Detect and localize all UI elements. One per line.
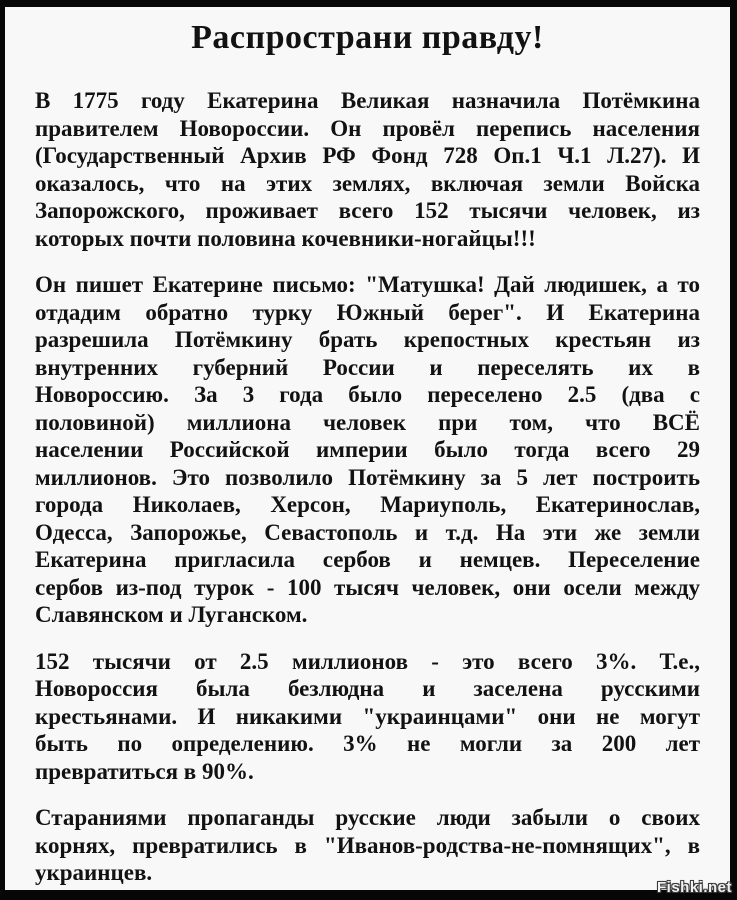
paragraph-line: миллионов. Это позволило Потёмкину за 5 лет построить: [35, 464, 700, 490]
paragraph-line: корнях, превратились в "Иванов-родства-не-помнящих", в: [35, 832, 700, 858]
paragraph-line: Новороссия была безлюдна и заселена русскими: [35, 676, 700, 701]
paragraph-line: крестьянами. И никакими "украинцами" они не могут: [35, 703, 700, 729]
paragraph-line: половиной) миллиона человек при том, что ВСЁ: [35, 409, 700, 435]
paragraph: [35, 648, 700, 786]
document-body: [5, 7, 730, 890]
paragraph-line: которых почти половина кочевники-ногайцы!!!: [35, 225, 536, 251]
paragraph-line: внутренних губерний России и переселять их в: [35, 354, 700, 380]
paragraph-line: населении Российской империи было тогда всего 29: [35, 437, 700, 462]
paragraph-line: Запорожского, проживает всего 152 тысячи человек, из: [35, 198, 700, 223]
paragraph-line: сербов из-под турок - 100 тысяч человек, они осели между: [35, 574, 700, 600]
paragraph-line: превратиться в 90%.: [35, 758, 254, 784]
paragraph: [35, 271, 700, 629]
paragraph-line: украинцев.: [35, 860, 153, 885]
paragraph-line: 152 тысячи от 2.5 миллионов - это всего 3%. Т.е.,: [35, 648, 700, 674]
paragraph-line: В 1775 году Екатерина Великая назначила Потёмкина: [35, 88, 700, 113]
paragraph-line: города Николаев, Херсон, Мариуполь, Екатеринослав,: [35, 492, 700, 517]
paragraph-line: Славянском и Луганском.: [35, 602, 308, 627]
paragraph-line: Он пишет Екатерине письмо: "Матушка! Дай людишек, а то: [35, 272, 700, 297]
paragraph-line: (Государственный Архив РФ Фонд 728 Оп.1 Ч.1 Л.27). И: [35, 143, 700, 168]
paragraph-line: Одесса, Запорожье, Севастополь и т.д. На эти же земли: [35, 519, 700, 545]
paragraph: [35, 804, 700, 887]
paragraph-line: Стараниями пропаганды русские люди забыли о своих: [35, 805, 700, 830]
paragraphs: [35, 87, 700, 887]
watermark-fishki: Fishki.net: [656, 879, 732, 896]
paragraph-line: отдадим обратно турку Южный берег". И Екатерина: [35, 299, 700, 325]
paragraph: [35, 87, 700, 252]
paragraph-line: разрешила Потёмкину брать крепостных крестьян из: [35, 327, 700, 352]
paragraph-line: правителем Новороссии. Он провёл перепись населения: [35, 115, 700, 141]
paragraph-line: быть по определению. 3% не могли за 200 лет: [35, 731, 700, 756]
page-title: Распространи правду!: [191, 19, 544, 56]
paragraph-line: Новороссию. За 3 года было переселено 2.5 (два с: [35, 382, 700, 407]
paragraph-line: оказалось, что на этих землях, включая земли Войска: [35, 170, 700, 196]
paragraph-line: Екатерина пригласила сербов и немцев. Переселение: [35, 547, 700, 572]
